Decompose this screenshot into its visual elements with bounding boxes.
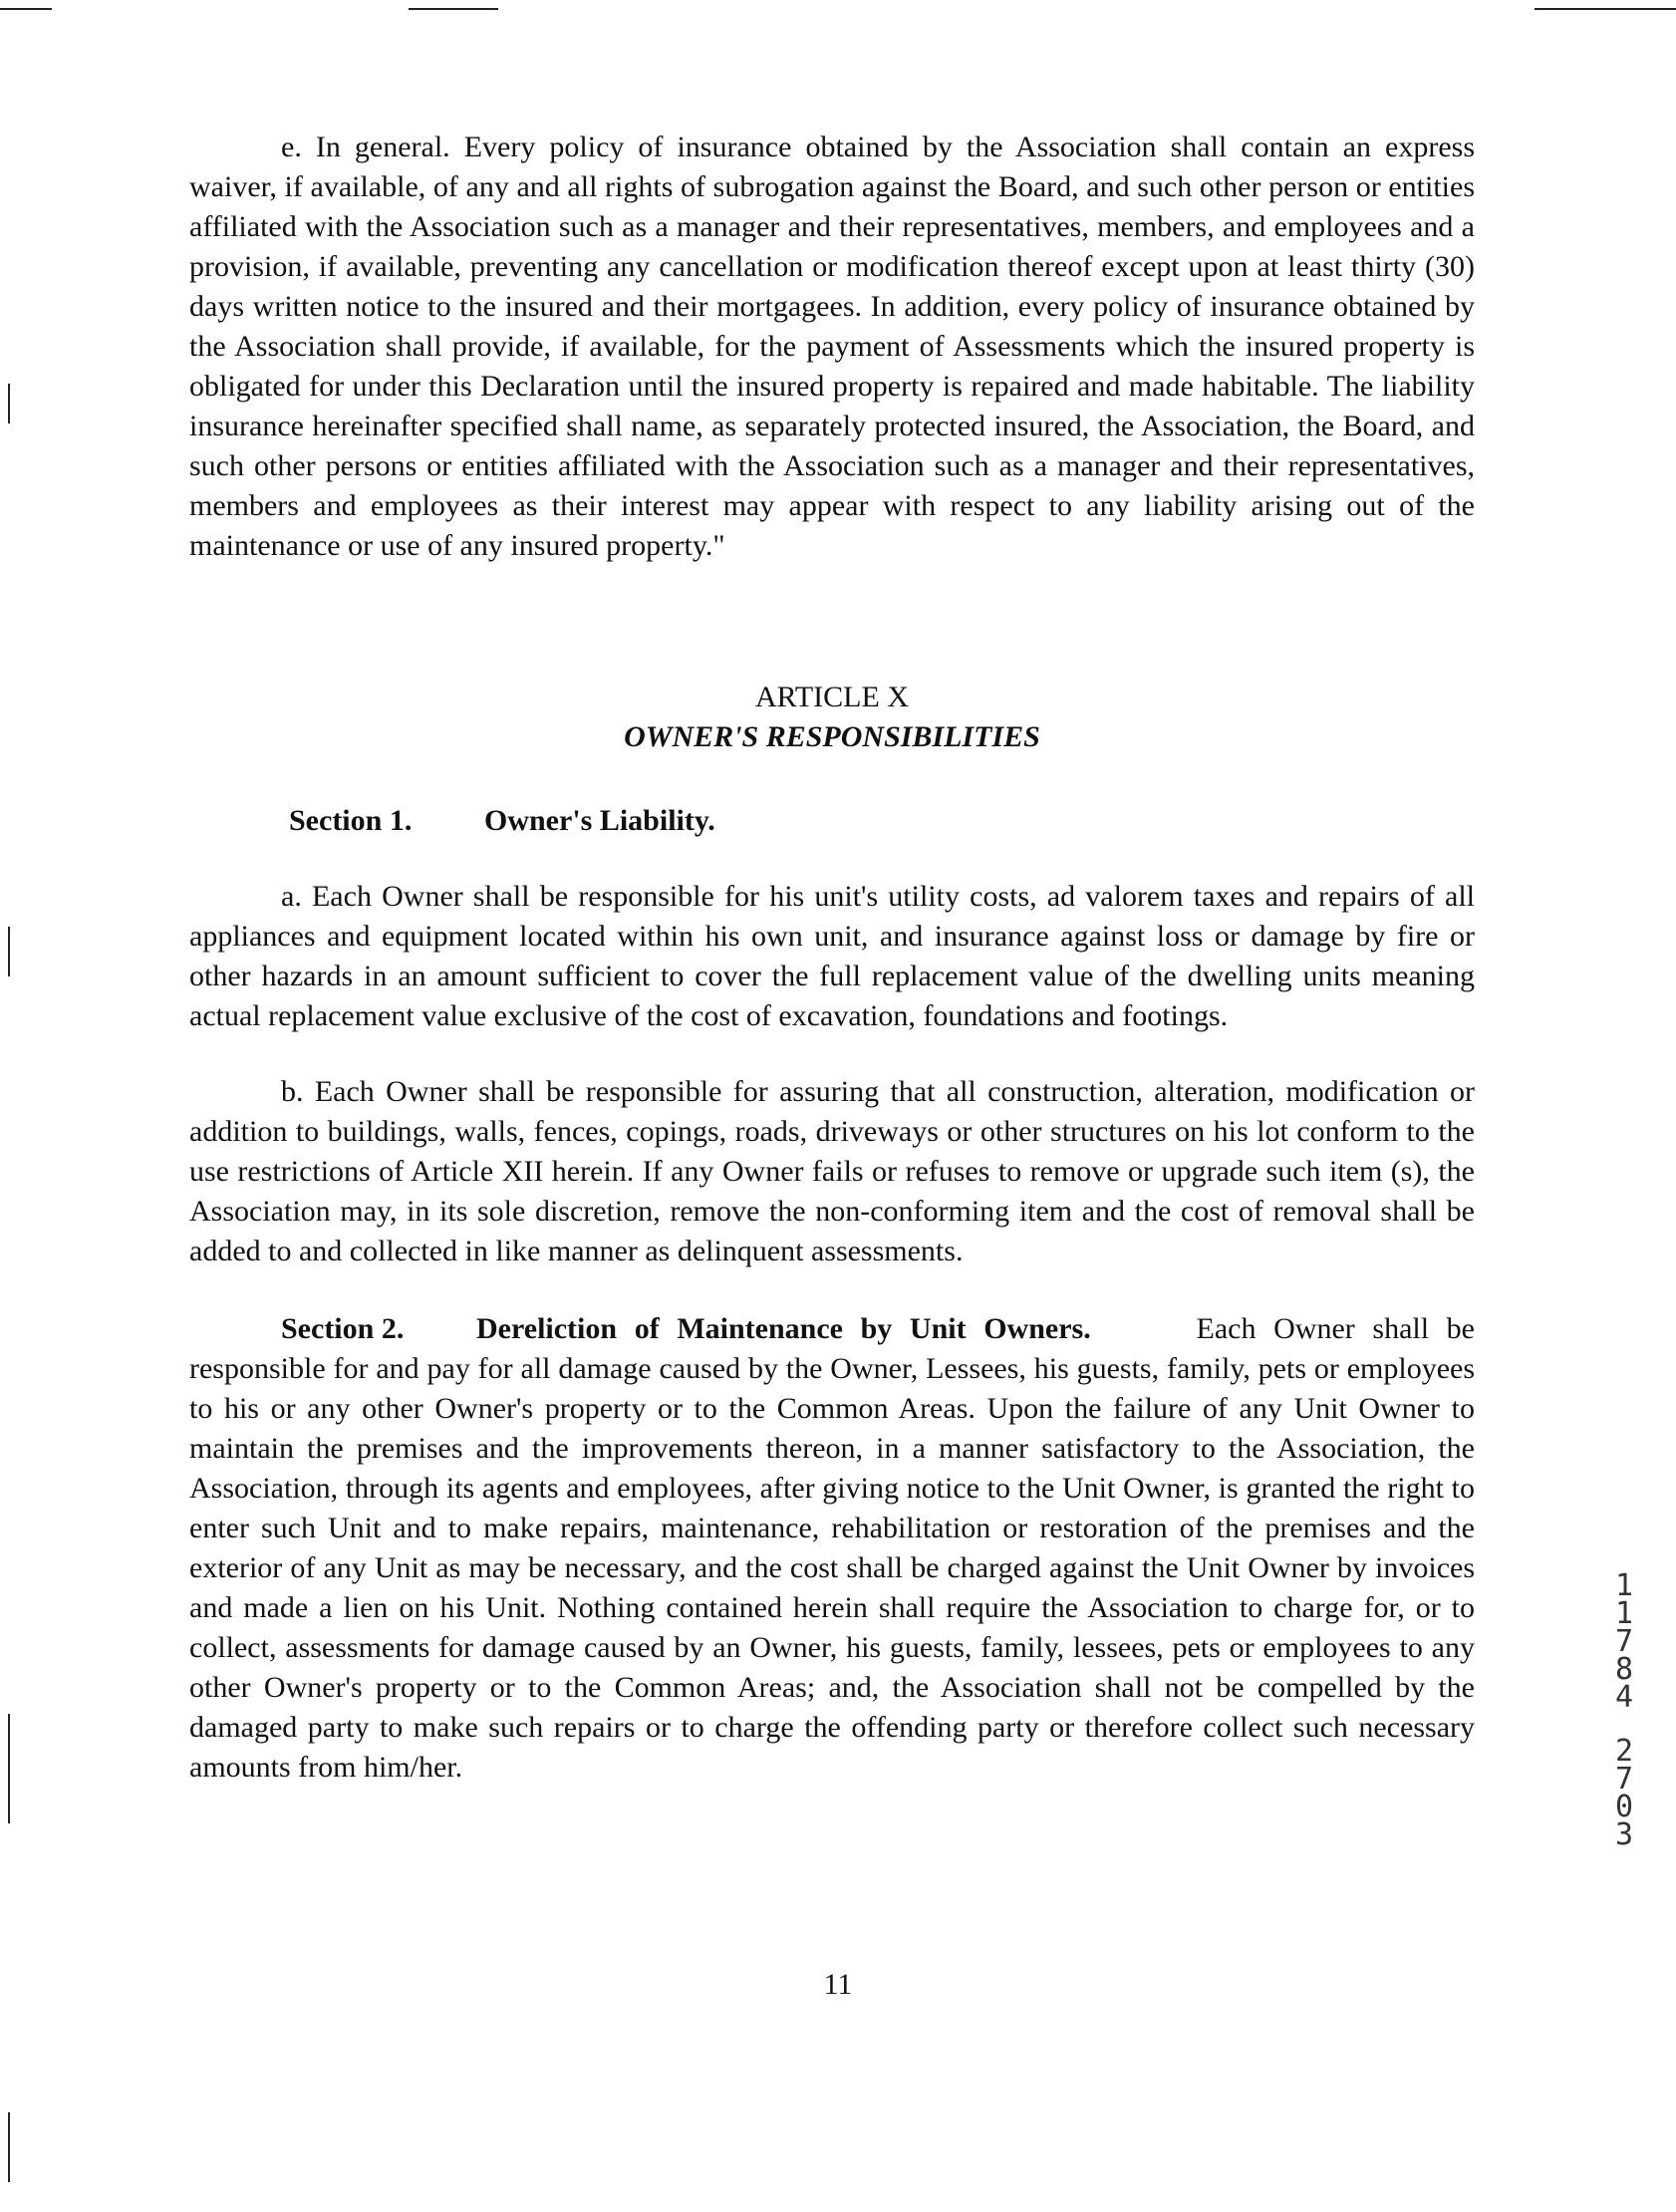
side-stamp-digit: 8 [1614, 1652, 1634, 1687]
section-1-number: Section 1. [289, 804, 413, 837]
side-stamp-digit: 2 [1614, 1734, 1634, 1769]
scan-artifact-top-left [0, 8, 52, 10]
section-1-paragraph-a: a. Each Owner shall be responsible for his unit's utility costs, ad valorem taxes and repairs of all appliances and equipment located within his own unit, and insurance against loss or damage by fire or other hazards in an amount sufficient to cover the full replacement value of the dwelling units meaning actual replacement value exclusive of the cost of excavation, foundations and footings. [189, 880, 1475, 1032]
section-2-title: Dereliction of Maintenance by Unit Owners. [476, 1312, 1091, 1345]
side-stamp-digit: 7 [1614, 1762, 1634, 1797]
section-1-title: Owner's Liability. [484, 804, 715, 837]
scan-artifact-top-right [1535, 8, 1676, 10]
section-2-body: Each Owner shall be responsible for and pay for all damage caused by the Owner, Lessees, his guests, family, pets or employees to his or any other Owner's property or to the Common Areas. Upon the failure of any Unit Owner to maintain the premises and the improvements thereon, in a manner satisfactory to the Association, the Association, through its agents and employees, after giving notice to the Unit Owner, is granted the right to enter such Unit and to make repairs, maintenance, rehabilitation or restoration of the premises and the exterior of any Unit as may be necessary, and the cost shall be charged against the Unit Owner by invoices and made a lien on his Unit. Nothing contained herein shall require the Association to charge for, or to collect, assessments for damage caused by an Owner, his guests, family, lessees, pets or employees to any other Owner's property or to the Common Areas; and, the Association shall not be compelled by the damaged party to make such repairs or to charge the offending party or therefore collect such necessary amounts from him/her. [189, 1312, 1476, 1784]
section-2-number: Section 2. [281, 1312, 405, 1345]
scan-artifact-left-3 [8, 1714, 10, 1823]
side-stamp-digit: 1 [1614, 1568, 1634, 1603]
scan-artifact-top-center [409, 8, 498, 10]
section-1-heading [289, 801, 715, 841]
paragraph-e: e. In general. Every policy of insurance obtained by the Association shall contain an express waiver, if available, of any and all rights of subrogation against the Board, and such other person or entities affiliated with the Association such as a manager and their representatives, members, and employees and a provision, if available, preventing any cancellation or modification thereof except upon at least thirty (30) days written notice to the insured and their mortgagees. In addition, every policy of insurance obtained by the Association shall provide, if available, for the payment of Assessments which the insured property is obligated for under this Declaration until the insured property is repaired and made habitable. The liability insurance hereinafter specified shall name, as separately protected insured, the Association, the Board, and such other persons or entities affiliated with the Association such as a manager and their representatives, members and employees as their interest may appear with respect to any liability arising out of the maintenance or use of any insured property." [189, 131, 1475, 562]
side-stamp-numbers [1604, 1568, 1644, 1852]
scan-artifact-left-4 [8, 2112, 10, 2182]
scan-artifact-left-1 [8, 384, 10, 423]
side-stamp-digit: 0 [1614, 1790, 1634, 1824]
article-title: OWNER'S RESPONSIBILITIES [624, 720, 1040, 753]
side-stamp-digit: 7 [1614, 1624, 1634, 1659]
scan-artifact-left-2 [8, 927, 10, 976]
article-number: ARTICLE X [754, 681, 909, 713]
section-2-paragraph [189, 1309, 1475, 1788]
side-stamp-digit: 3 [1614, 1817, 1634, 1852]
section-1-paragraph-b: b. Each Owner shall be responsible for assuring that all construction, alteration, modification or addition to buildings, walls, fences, copings, roads, driveways or other structures on his lot conform to the use restrictions of Article XII herein. If any Owner fails or refuses to remove or upgrade such item (s), the Association may, in its sole discretion, remove the non-conforming item and the cost of removal shall be added to and collected in like manner as delinquent assessments. [189, 1075, 1475, 1267]
side-stamp-digit: 1 [1614, 1596, 1634, 1631]
page-number: 11 [823, 1968, 853, 2001]
side-stamp-digit: 4 [1614, 1680, 1634, 1715]
